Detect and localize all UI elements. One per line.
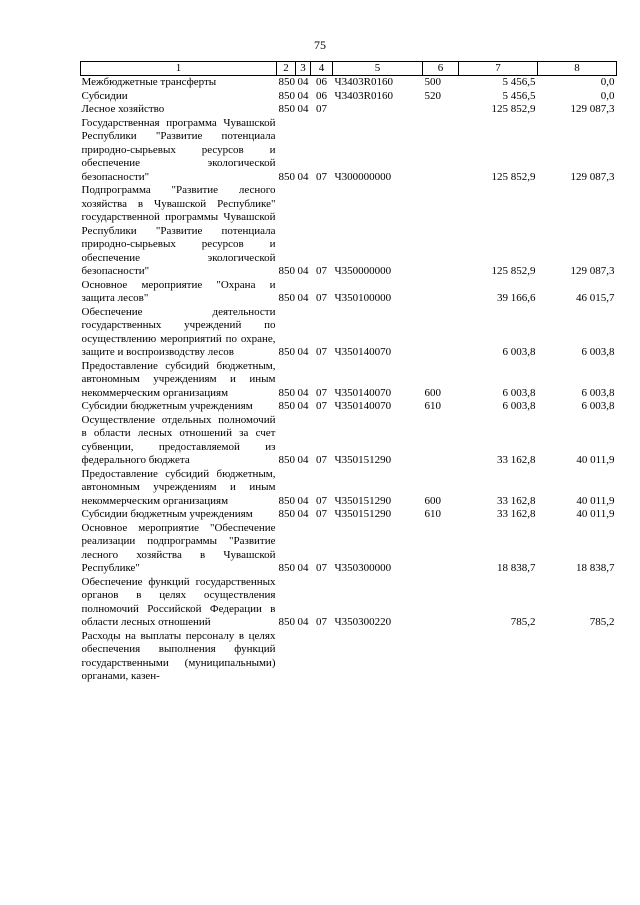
row-amount-1: 125 852,9: [491, 265, 536, 277]
row-target-code: Ч350300000: [334, 562, 392, 574]
row-expense-type: [423, 117, 459, 185]
table-row: [81, 576, 617, 630]
row-ministry-code: 850: [278, 562, 295, 574]
row-subsection-code: 07: [316, 292, 327, 304]
row-name: Осуществление отдельных полномочий в области лесных отношений за счет субвенции, предоставляемой из федерального бюджета: [81, 413, 276, 466]
row-name: Субсидии: [81, 89, 128, 102]
row-ministry-code: 850: [278, 346, 295, 358]
row-expense-type: [423, 306, 459, 360]
row-name: Субсидии бюджетным учреждениям: [81, 400, 253, 412]
row-target-code: Ч350151290: [334, 494, 392, 507]
page-number: 75: [314, 38, 326, 52]
row-amount-1: 5 456,5: [502, 89, 536, 102]
row-expense-type: [423, 184, 459, 279]
row-expense-type: 610: [424, 400, 441, 412]
row-name: Государственная программа Чувашской Республики "Развитие потенциала природно-сырьевых ресурсов и обеспечение экологической безопасности": [81, 116, 276, 183]
table-row: [81, 117, 617, 185]
row-name: Расходы на выплаты персоналу в целях обеспечения выполнения функций государственными (муниципальными) органами, казен-: [81, 629, 276, 682]
row-target-code: Ч3403R0160: [334, 76, 393, 88]
row-subsection-code: 07: [316, 170, 327, 183]
row-section-code: 04: [297, 494, 309, 507]
row-amount-2: 0,0: [600, 76, 615, 88]
row-ministry-code: 850: [278, 265, 295, 277]
row-subsection-code: 07: [316, 386, 327, 399]
row-subsection-code: 07: [316, 103, 327, 115]
row-amount-2: 785,2: [589, 616, 615, 628]
row-subsection-code: 07: [316, 400, 327, 412]
row-subsection-code: 06: [316, 76, 327, 88]
table-row: [81, 76, 617, 90]
row-amount-2: 40 011,9: [576, 494, 615, 507]
row-subsection-code: 07: [316, 346, 327, 358]
row-amount-2: 46 015,7: [576, 292, 615, 304]
row-target-code: Ч350140070: [334, 400, 392, 412]
table-row: [81, 90, 617, 104]
row-expense-type: [423, 630, 459, 684]
column-header: 8: [538, 62, 617, 76]
row-ministry-code: 850: [278, 170, 295, 183]
row-target-code: Ч350000000: [334, 265, 392, 277]
row-target-code: Ч3403R0160: [334, 89, 393, 102]
row-target-code: Ч350300220: [334, 616, 392, 628]
row-section-code: 04: [297, 616, 309, 628]
row-section-code: 04: [297, 265, 309, 277]
row-target-code: Ч350151290: [334, 508, 392, 520]
row-expense-type: [423, 279, 459, 306]
row-amount-2: 40 011,9: [576, 508, 615, 520]
row-name: Основное мероприятие "Обеспечение реализации подпрограммы "Развитие лесного хозяйства в Чувашской Республике": [81, 521, 276, 574]
row-amount-2: 129 087,3: [570, 103, 615, 115]
row-ministry-code: 850: [278, 494, 295, 507]
row-amount-1: 785,2: [510, 616, 536, 628]
table-row: [81, 360, 617, 401]
column-header: 5: [333, 62, 423, 76]
row-name: Межбюджетные трансферты: [81, 76, 217, 88]
row-target-code: Ч300000000: [334, 170, 392, 183]
table-row: [81, 414, 617, 468]
row-amount-1: 6 003,8: [502, 346, 536, 358]
row-amount-1: 33 162,8: [497, 454, 536, 466]
row-subsection-code: 07: [316, 454, 327, 466]
row-name: Предоставление субсидий бюджетным, автономным учреждениям и иным некоммерческим организациям: [81, 359, 276, 399]
row-ministry-code: 850: [278, 616, 295, 628]
table-row: [81, 508, 617, 522]
row-ministry-code: 850: [278, 103, 295, 115]
row-section-code: 04: [297, 386, 309, 399]
row-target-code: [333, 630, 423, 684]
row-amount-1: 39 166,6: [497, 292, 536, 304]
row-section-code: 04: [297, 103, 309, 115]
row-expense-type: [423, 103, 459, 117]
row-target-code: Ч350151290: [334, 454, 392, 466]
table-row: [81, 522, 617, 576]
row-section-code: 04: [297, 562, 309, 574]
row-amount-2: 18 838,7: [576, 562, 615, 574]
row-section-code: 04: [297, 508, 309, 520]
row-amount-2: 129 087,3: [570, 265, 615, 277]
row-amount-1: 5 456,5: [502, 76, 536, 88]
row-name: Лесное хозяйство: [81, 103, 165, 115]
row-amount-2: 6 003,8: [581, 400, 615, 412]
row-target-code: Ч350140070: [334, 346, 392, 358]
row-expense-type: [423, 522, 459, 576]
row-name: Подпрограмма "Развитие лесного хозяйства в Чувашской Республике" государственной программы Чувашской Республики "Развитие потенциала природно-сырьевых ресурсов и обеспечение экологической безопасности": [81, 184, 276, 277]
row-section-code: 04: [297, 76, 309, 88]
row-subsection-code: 07: [316, 494, 327, 507]
row-subsection-code: 06: [316, 89, 327, 102]
row-amount-1: 18 838,7: [497, 562, 536, 574]
row-amount-1: 6 003,8: [502, 386, 536, 399]
column-header: 2: [277, 62, 296, 76]
row-ministry-code: 850: [278, 386, 295, 399]
row-expense-type: 500: [424, 76, 441, 88]
row-subsection-code: 07: [316, 616, 327, 628]
row-name: Обеспечение функций государственных органов в целях осуществления полномочий Российской Федерации в области лесных отношений: [81, 575, 276, 628]
row-target-code: Ч350100000: [334, 292, 392, 304]
row-amount-2: 129 087,3: [570, 170, 615, 183]
table-row: [81, 306, 617, 360]
row-expense-type: 600: [424, 386, 441, 399]
row-ministry-code: [277, 630, 296, 684]
column-header: 4: [311, 62, 333, 76]
table-row: [81, 279, 617, 306]
row-section-code: 04: [297, 170, 309, 183]
row-ministry-code: 850: [278, 89, 295, 102]
row-section-code: 04: [297, 89, 309, 102]
table-row: [81, 630, 617, 684]
table-row: [81, 468, 617, 509]
table-header-row: [81, 62, 617, 76]
row-amount-1: 125 852,9: [491, 103, 536, 115]
column-header: 6: [423, 62, 459, 76]
row-amount-1: 33 162,8: [497, 508, 536, 520]
column-header: 7: [459, 62, 538, 76]
row-target-code: Ч350140070: [334, 386, 392, 399]
row-ministry-code: 850: [278, 292, 295, 304]
row-subsection-code: [311, 630, 333, 684]
row-expense-type: 600: [424, 494, 441, 507]
row-amount-1: [459, 630, 538, 684]
table-row: [81, 400, 617, 414]
row-expense-type: [423, 576, 459, 630]
row-ministry-code: 850: [278, 454, 295, 466]
row-amount-1: 125 852,9: [491, 170, 536, 183]
row-name: Предоставление субсидий бюджетным, автономным учреждениям и иным некоммерческим организациям: [81, 467, 276, 507]
row-amount-1: 6 003,8: [502, 400, 536, 412]
row-section-code: 04: [297, 346, 309, 358]
table-row: [81, 103, 617, 117]
row-section-code: 04: [297, 400, 309, 412]
table-row: [81, 184, 617, 279]
row-ministry-code: 850: [278, 400, 295, 412]
row-amount-2: 6 003,8: [581, 346, 615, 358]
row-subsection-code: 07: [316, 265, 327, 277]
row-name: Субсидии бюджетным учреждениям: [81, 508, 253, 520]
row-expense-type: 520: [424, 89, 441, 102]
row-name: Основное мероприятие "Охрана и защита лесов": [81, 278, 276, 304]
row-name: Обеспечение деятельности государственных учреждений по осуществлению мероприятий по охране, защите и воспроизводству лесов: [81, 305, 276, 358]
column-header: 3: [296, 62, 311, 76]
row-ministry-code: 850: [278, 76, 295, 88]
row-amount-2: 6 003,8: [581, 386, 615, 399]
row-section-code: 04: [297, 292, 309, 304]
row-section-code: [296, 630, 311, 684]
row-amount-2: 0,0: [600, 89, 615, 102]
row-expense-type: 610: [424, 508, 441, 520]
row-amount-1: 33 162,8: [497, 494, 536, 507]
row-amount-2: 40 011,9: [576, 454, 615, 466]
row-section-code: 04: [297, 454, 309, 466]
row-target-code: [333, 103, 423, 117]
row-expense-type: [423, 414, 459, 468]
row-subsection-code: 07: [316, 508, 327, 520]
column-header: 1: [81, 62, 277, 76]
row-ministry-code: 850: [278, 508, 295, 520]
budget-table: [80, 61, 617, 684]
row-subsection-code: 07: [316, 562, 327, 574]
row-amount-2: [538, 630, 617, 684]
